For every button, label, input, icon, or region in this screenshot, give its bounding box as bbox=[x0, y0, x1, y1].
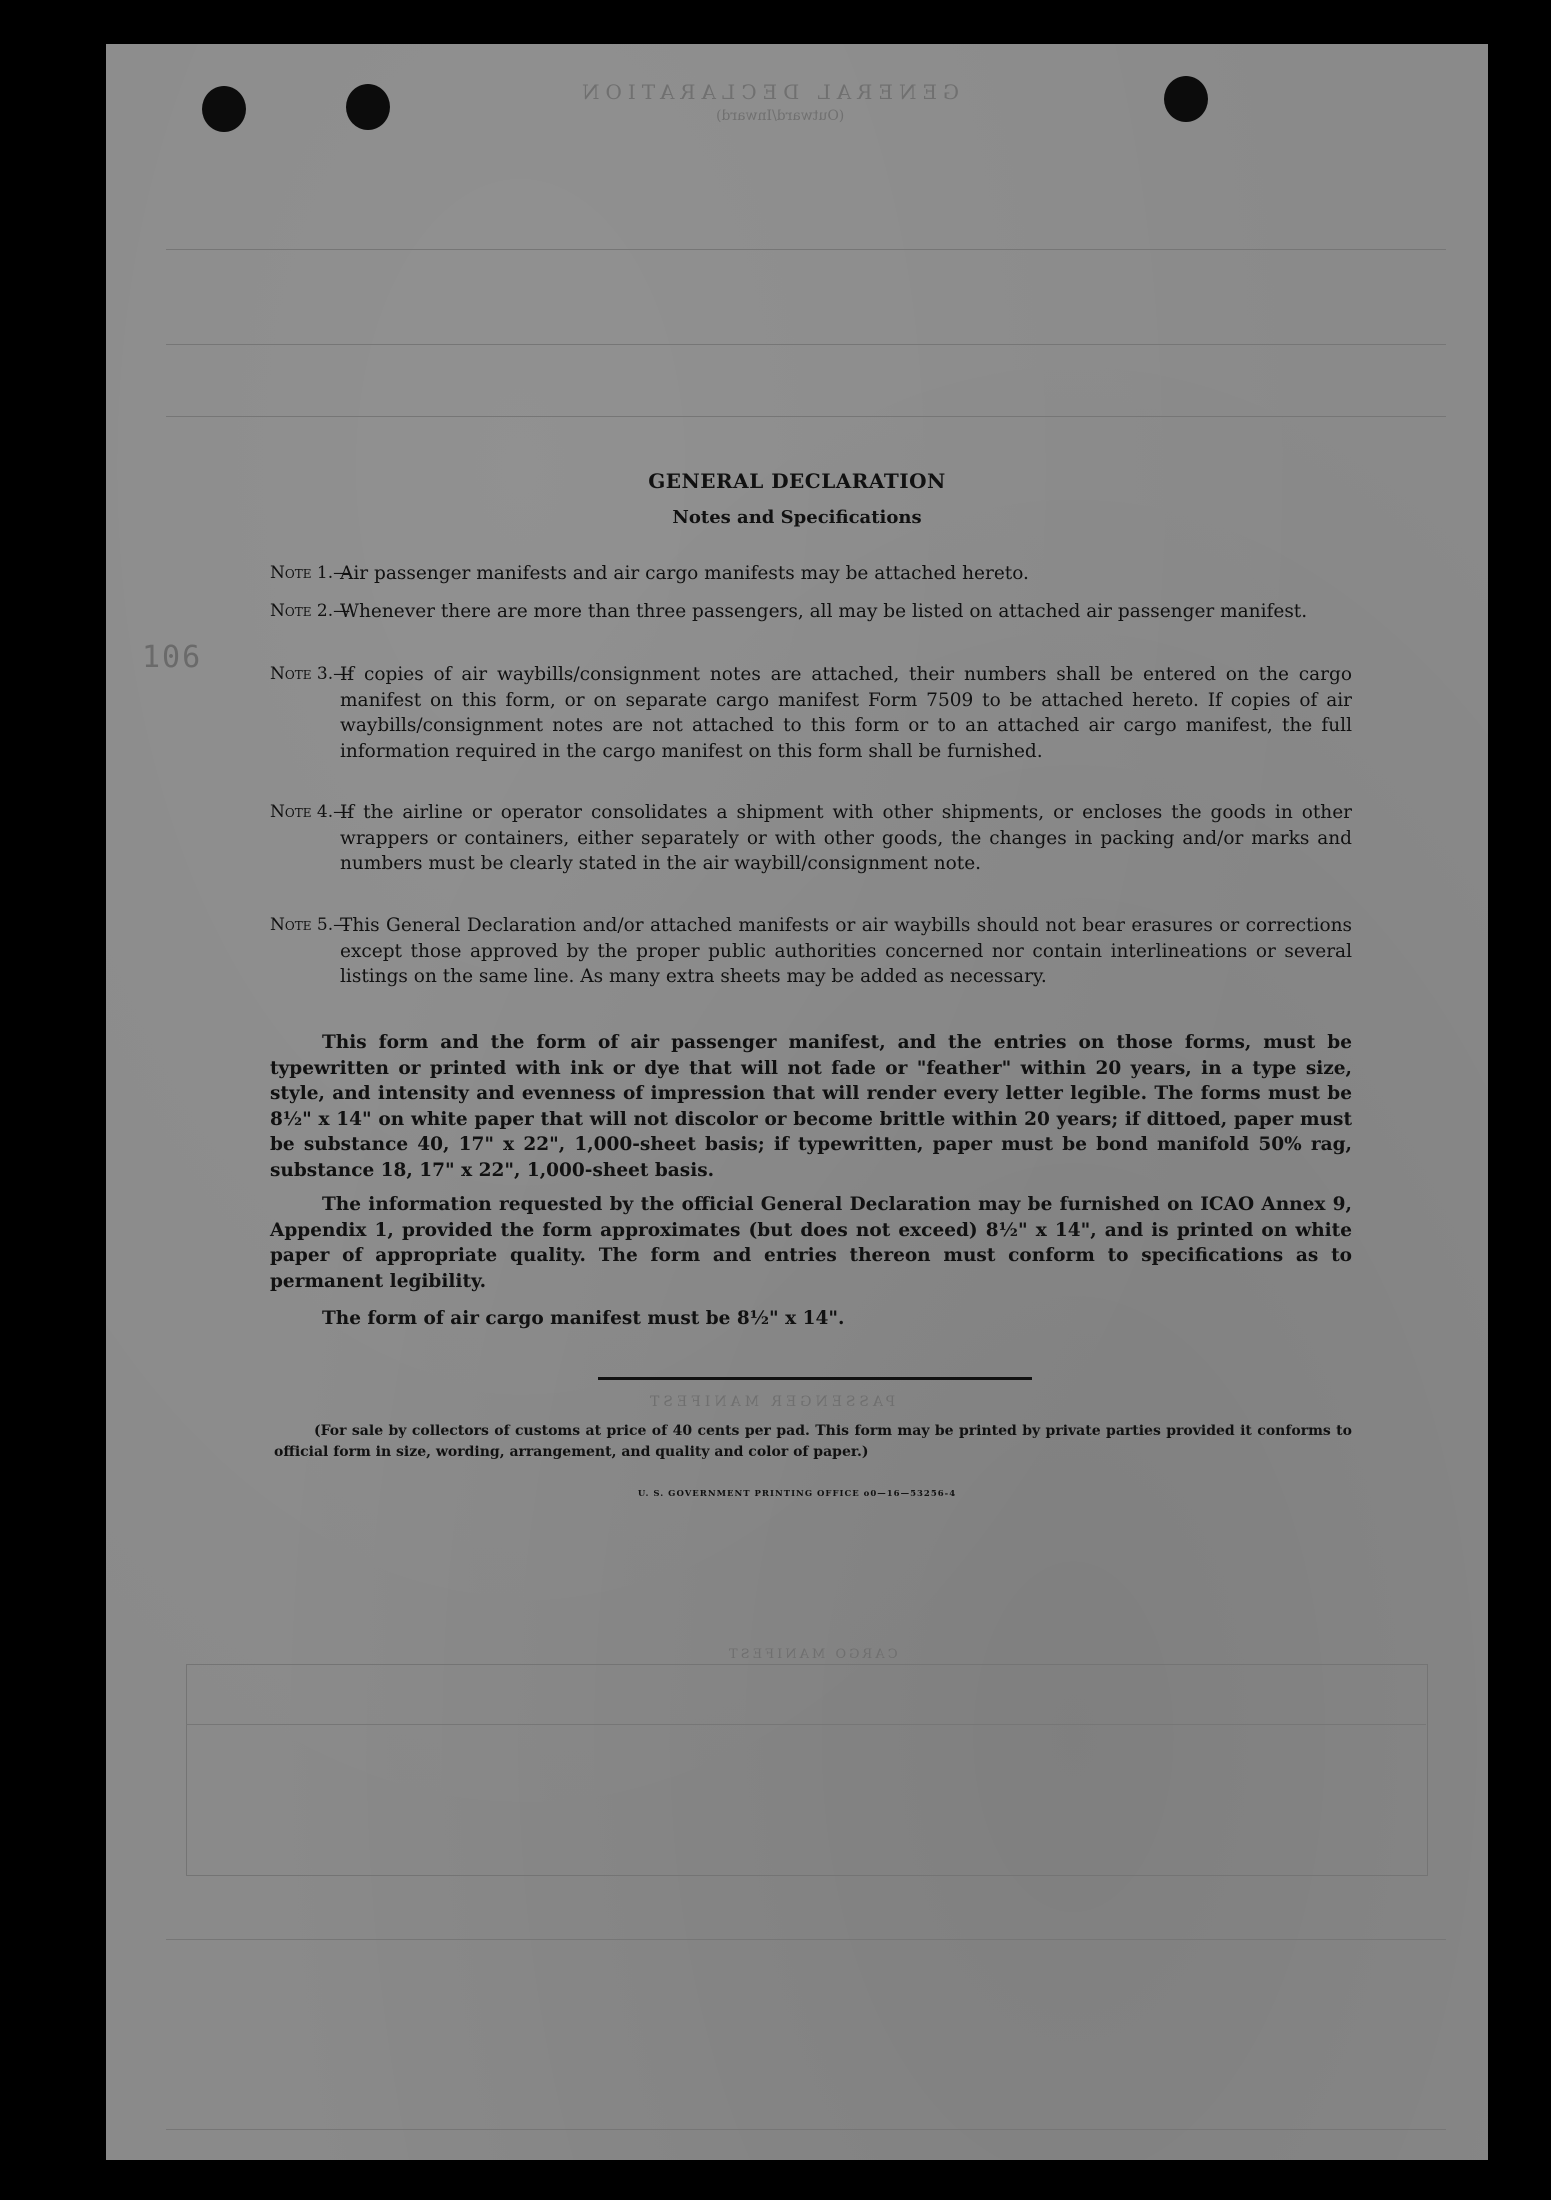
sale-notice: (For sale by collectors of customs at price of 40 cents per pad. This form may be printed by private parties provided it conforms to official form in size, wording, arrangement, and quality and color of paper.) bbox=[274, 1423, 1352, 1460]
divider-rule bbox=[598, 1377, 1032, 1380]
bleed-through-subtitle: (Outward/Inward) bbox=[716, 108, 845, 124]
note-text: If the airline or operator consolidates a shipment with other shipments, or encloses the goods in other wrappers or containers, either separately or with other goods, the changes in packing and/or marks and numbers must be clearly stated in the air waybill/consignment note. bbox=[340, 802, 1352, 874]
stamped-number: 106 bbox=[142, 640, 203, 675]
notes-page bbox=[106, 44, 1488, 2160]
printer-line: U. S. GOVERNMENT PRINTING OFFICE o0—16—53256-4 bbox=[637, 1489, 957, 1499]
bleed-through-passenger-manifest: PASSENGER MANIFEST bbox=[646, 1394, 896, 1410]
note-text: Air passenger manifests and air cargo manifests may be attached hereto. bbox=[340, 563, 1029, 584]
note-text: If copies of air waybills/consignment notes are attached, their numbers shall be entered on the cargo manifest on this form, or on separate cargo manifest Form 7509 to be attached hereto. If copies of air waybills/consignment notes are not attached to this form or to an attached air cargo manifest, the full information required in the cargo manifest on this form shall be furnished. bbox=[340, 664, 1352, 762]
paragraph-icao: The information requested by the official General Declaration may be furnished on ICAO Annex 9, Appendix 1, provided the form approximates (but does not exceed) 8½" x 14", and is printed on white paper of appropriate quality. The form and entries thereon must conform to specifications as to permanent legibility. bbox=[270, 1194, 1352, 1292]
bleed-through-title: GENERAL DECLARATION bbox=[576, 80, 960, 104]
note-3 bbox=[270, 662, 1352, 764]
note-label: Note 3.— bbox=[270, 664, 351, 684]
note-label: Note 4.— bbox=[270, 802, 351, 822]
bleed-through-cargo-manifest: CARGO MANIFEST bbox=[726, 1647, 898, 1662]
page-subtitle: Notes and Specifications bbox=[672, 507, 922, 528]
note-2 bbox=[270, 599, 1352, 625]
page-title: GENERAL DECLARATION bbox=[648, 469, 946, 493]
note-label: Note 2.— bbox=[270, 601, 351, 621]
paragraph-cargo-size: The form of air cargo manifest must be 8½" x 14". bbox=[322, 1308, 845, 1329]
note-1 bbox=[270, 561, 1352, 587]
note-label: Note 5.— bbox=[270, 915, 351, 935]
paragraph-form-specs: This form and the form of air passenger manifest, and the entries on those forms, must be typewritten or printed with ink or dye that will not fade or "feather" within 20 years, in a type size, style, and intensity and evenness of impression that will render every letter legible. The forms must be 8½" x 14" on white paper that will not discolor or become brittle within 20 years; if dittoed, paper must be substance 40, 17" x 22", 1,000-sheet basis; if typewritten, paper must be bond manifold 50% rag, substance 18, 17" x 22", 1,000-sheet basis. bbox=[270, 1032, 1352, 1181]
document-sheet bbox=[106, 44, 1488, 2160]
note-text: Whenever there are more than three passengers, all may be listed on attached air passenger manifest. bbox=[340, 601, 1308, 622]
note-5 bbox=[270, 913, 1352, 990]
note-label: Note 1.— bbox=[270, 563, 351, 583]
note-text: This General Declaration and/or attached manifests or air waybills should not bear erasures or corrections except those approved by the proper public authorities concerned nor contain interlineations or several listings on the same line. As many extra sheets may be added as necessary. bbox=[340, 915, 1352, 987]
note-4 bbox=[270, 800, 1352, 877]
